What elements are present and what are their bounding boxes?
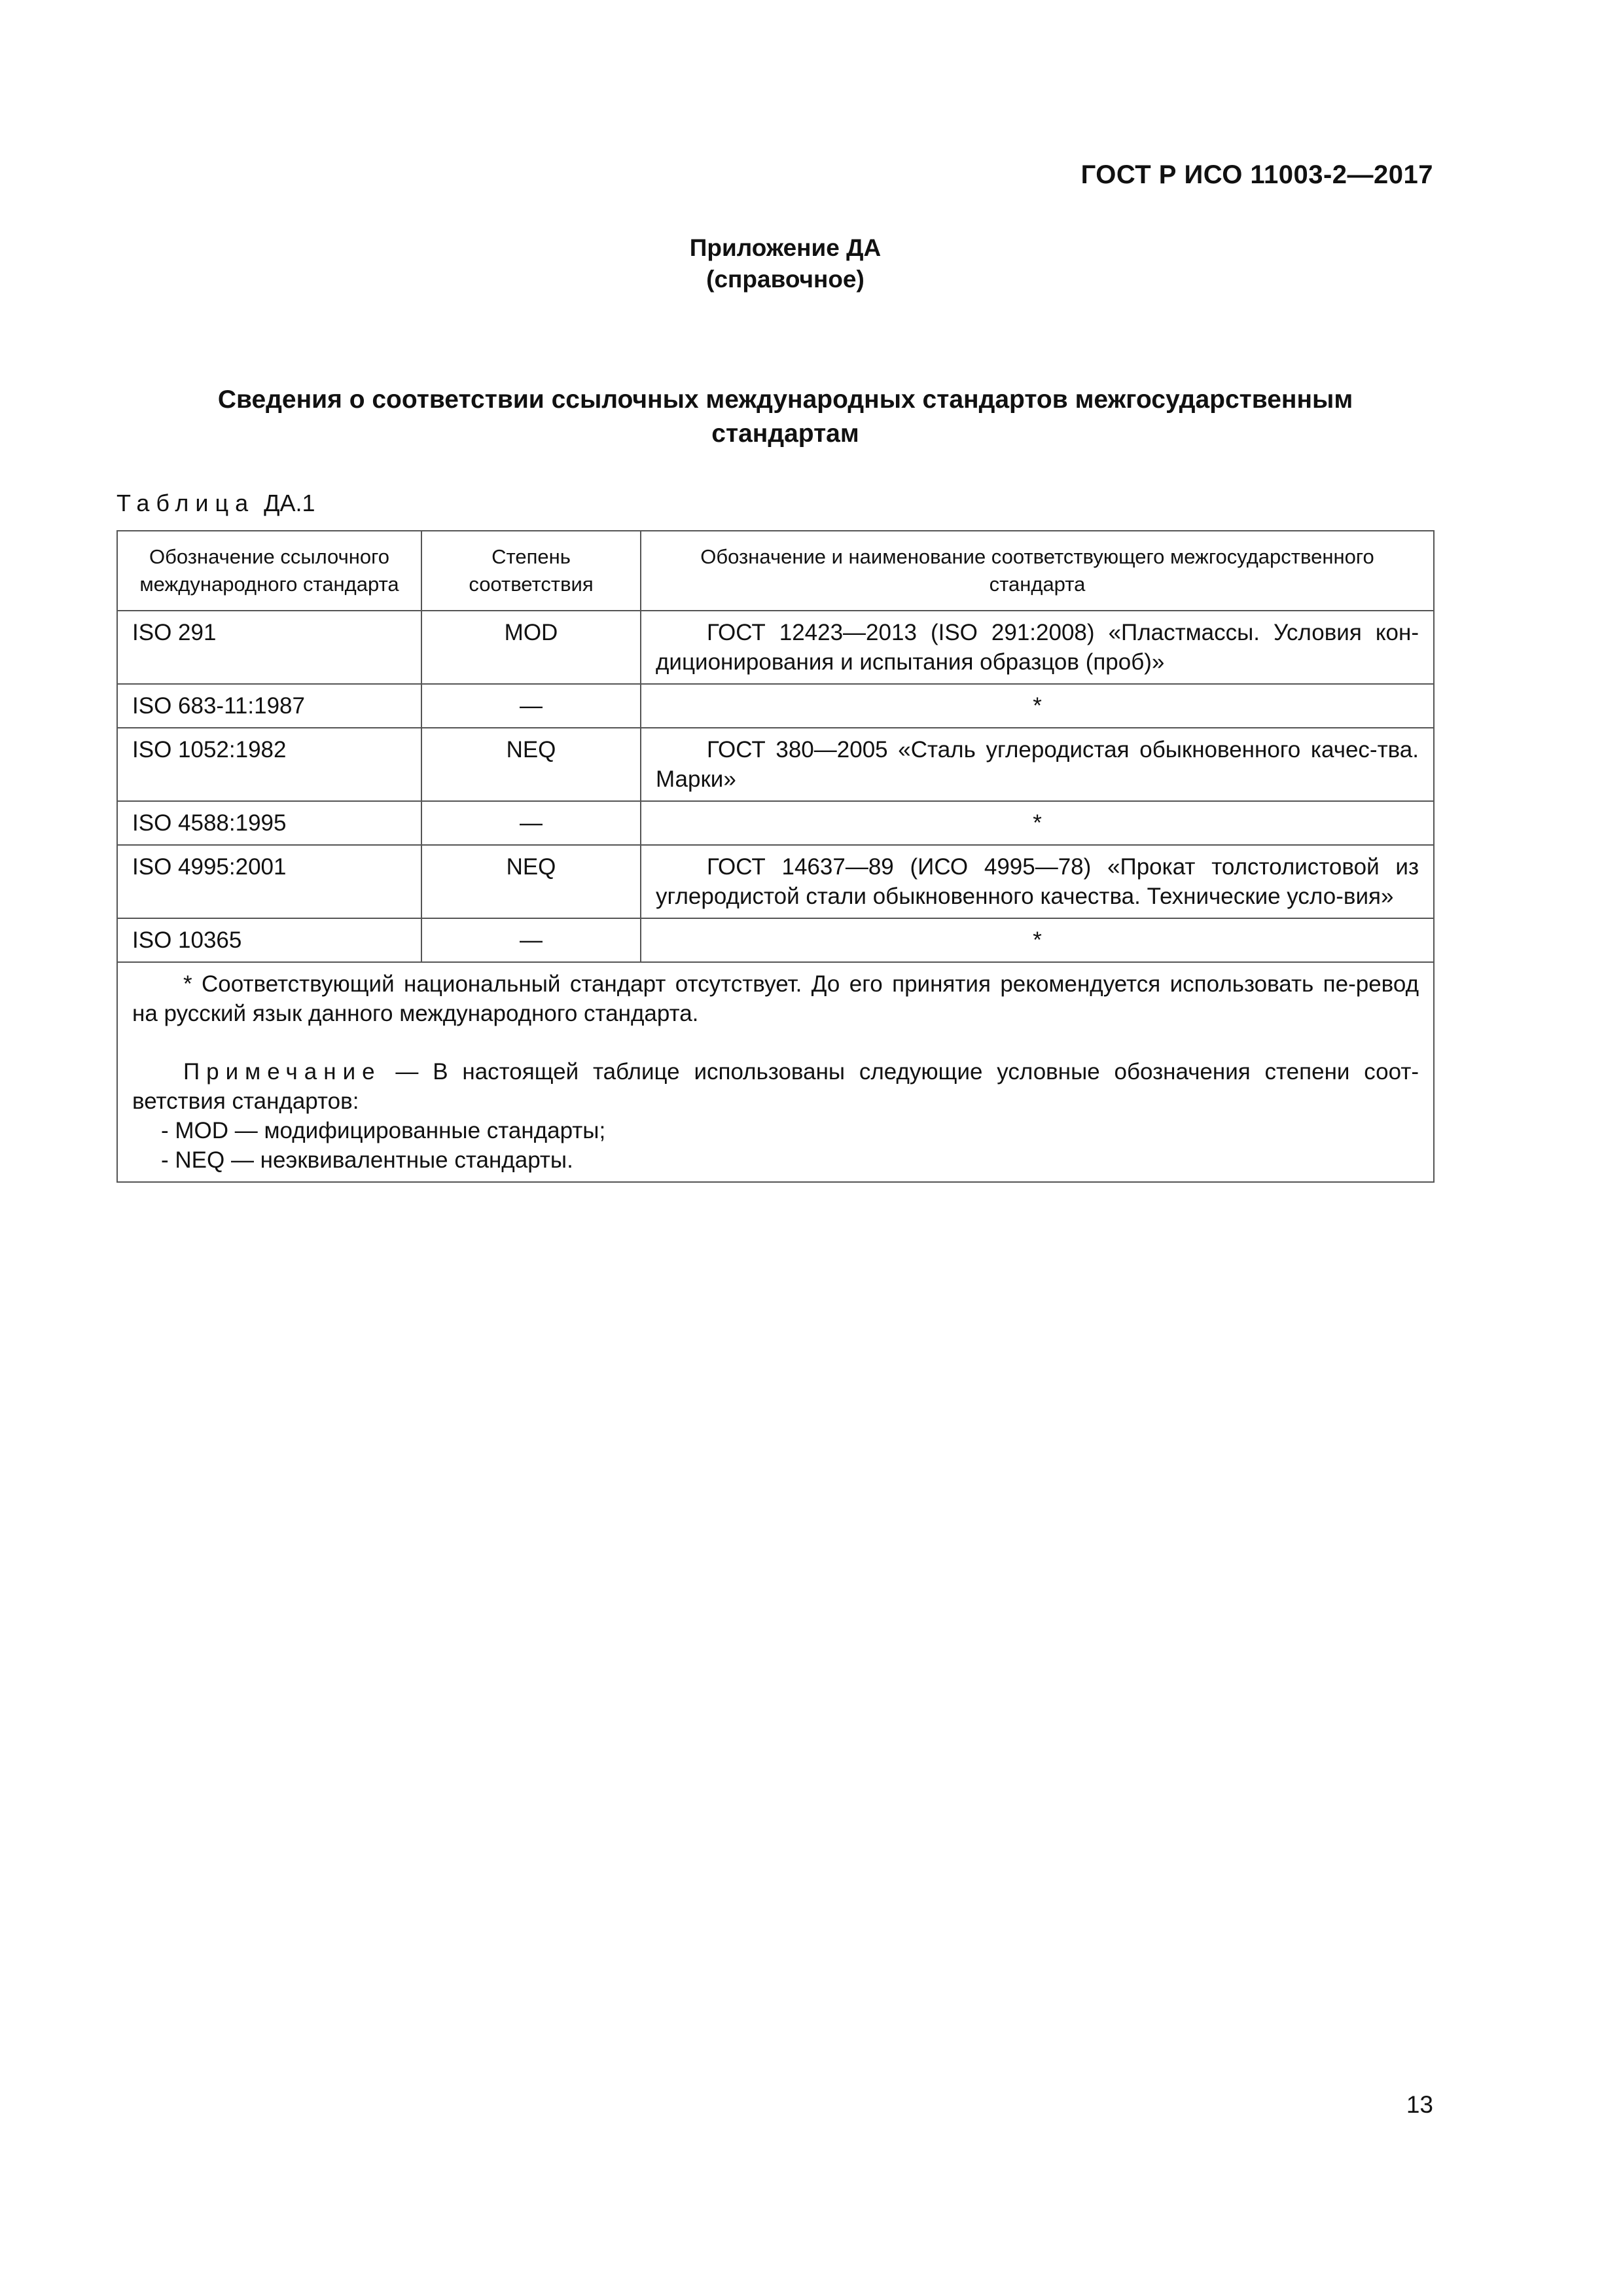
cell-national: * xyxy=(641,918,1434,962)
section-heading xyxy=(144,383,1427,451)
section-heading-line-2: стандартам xyxy=(711,420,859,448)
cell-reference: ISO 4995:2001 xyxy=(117,845,421,918)
table-row xyxy=(117,918,1434,962)
table-row xyxy=(117,801,1434,845)
annex-title-block xyxy=(0,232,1571,295)
table-caption-number: ДА.1 xyxy=(264,490,315,516)
annex-title: Приложение ДА xyxy=(689,234,882,261)
table-caption-word: Таблица xyxy=(116,490,255,516)
note-list-item: - NEQ — неэквивалентные стандарты. xyxy=(161,1147,573,1173)
note-label: Примечание xyxy=(183,1059,382,1085)
table-footnote: * Соответствующий национальный стандарт отсутствует. До его принятия рекомендуется использовать пе-ревод на русский язык данного международного стандарта. xyxy=(132,971,1419,1026)
annex-subtitle: (справочное) xyxy=(706,266,865,293)
cell-national: ГОСТ 14637—89 (ИСО 4995—78) «Прокат толстолистовой из углеродистой стали обыкновенного качества. Технические усло-вия» xyxy=(641,845,1434,918)
cell-reference: ISO 1052:1982 xyxy=(117,728,421,801)
cell-degree: — xyxy=(421,684,641,728)
cell-degree: — xyxy=(421,801,641,845)
header-reference-standard: Обозначение ссылочного международного стандарта xyxy=(117,531,421,611)
table-row xyxy=(117,728,1434,801)
note-list-item: - MOD — модифицированные стандарты; xyxy=(161,1118,606,1143)
cell-degree: NEQ xyxy=(421,845,641,918)
cell-reference: ISO 4588:1995 xyxy=(117,801,421,845)
page-number: 13 xyxy=(1406,2091,1433,2118)
cell-reference: ISO 683-11:1987 xyxy=(117,684,421,728)
table-note xyxy=(132,1057,1419,1116)
table-caption xyxy=(116,490,315,517)
cell-national: ГОСТ 380—2005 «Сталь углеродистая обыкновенного качес-тва. Марки» xyxy=(641,728,1434,801)
note-text: — В настоящей таблице использованы следующие условные обозначения степени соот-ветствия стандартов: xyxy=(132,1059,1419,1114)
table-row xyxy=(117,684,1434,728)
cell-degree: MOD xyxy=(421,611,641,684)
cell-national: ГОСТ 12423—2013 (ISO 291:2008) «Пластмассы. Условия кон-диционирования и испытания образцов (проб)» xyxy=(641,611,1434,684)
table-row xyxy=(117,611,1434,684)
table-header-row xyxy=(117,531,1434,611)
table-notes-row xyxy=(117,962,1434,1182)
cell-degree: NEQ xyxy=(421,728,641,801)
cell-reference: ISO 291 xyxy=(117,611,421,684)
table-row xyxy=(117,845,1434,918)
cell-reference: ISO 10365 xyxy=(117,918,421,962)
section-heading-line-1: Сведения о соответствии ссылочных международных стандартов межгосударственным xyxy=(217,386,1353,414)
header-degree: Степень соответствия xyxy=(421,531,641,611)
cell-degree: — xyxy=(421,918,641,962)
header-national-standard: Обозначение и наименование соответствующего межгосударственного стандарта xyxy=(641,531,1434,611)
document-designation: ГОСТ Р ИСО 11003-2—2017 xyxy=(1080,160,1433,189)
cell-national: * xyxy=(641,684,1434,728)
correspondence-table xyxy=(116,530,1435,1183)
cell-national: * xyxy=(641,801,1434,845)
table-notes xyxy=(117,962,1434,1182)
